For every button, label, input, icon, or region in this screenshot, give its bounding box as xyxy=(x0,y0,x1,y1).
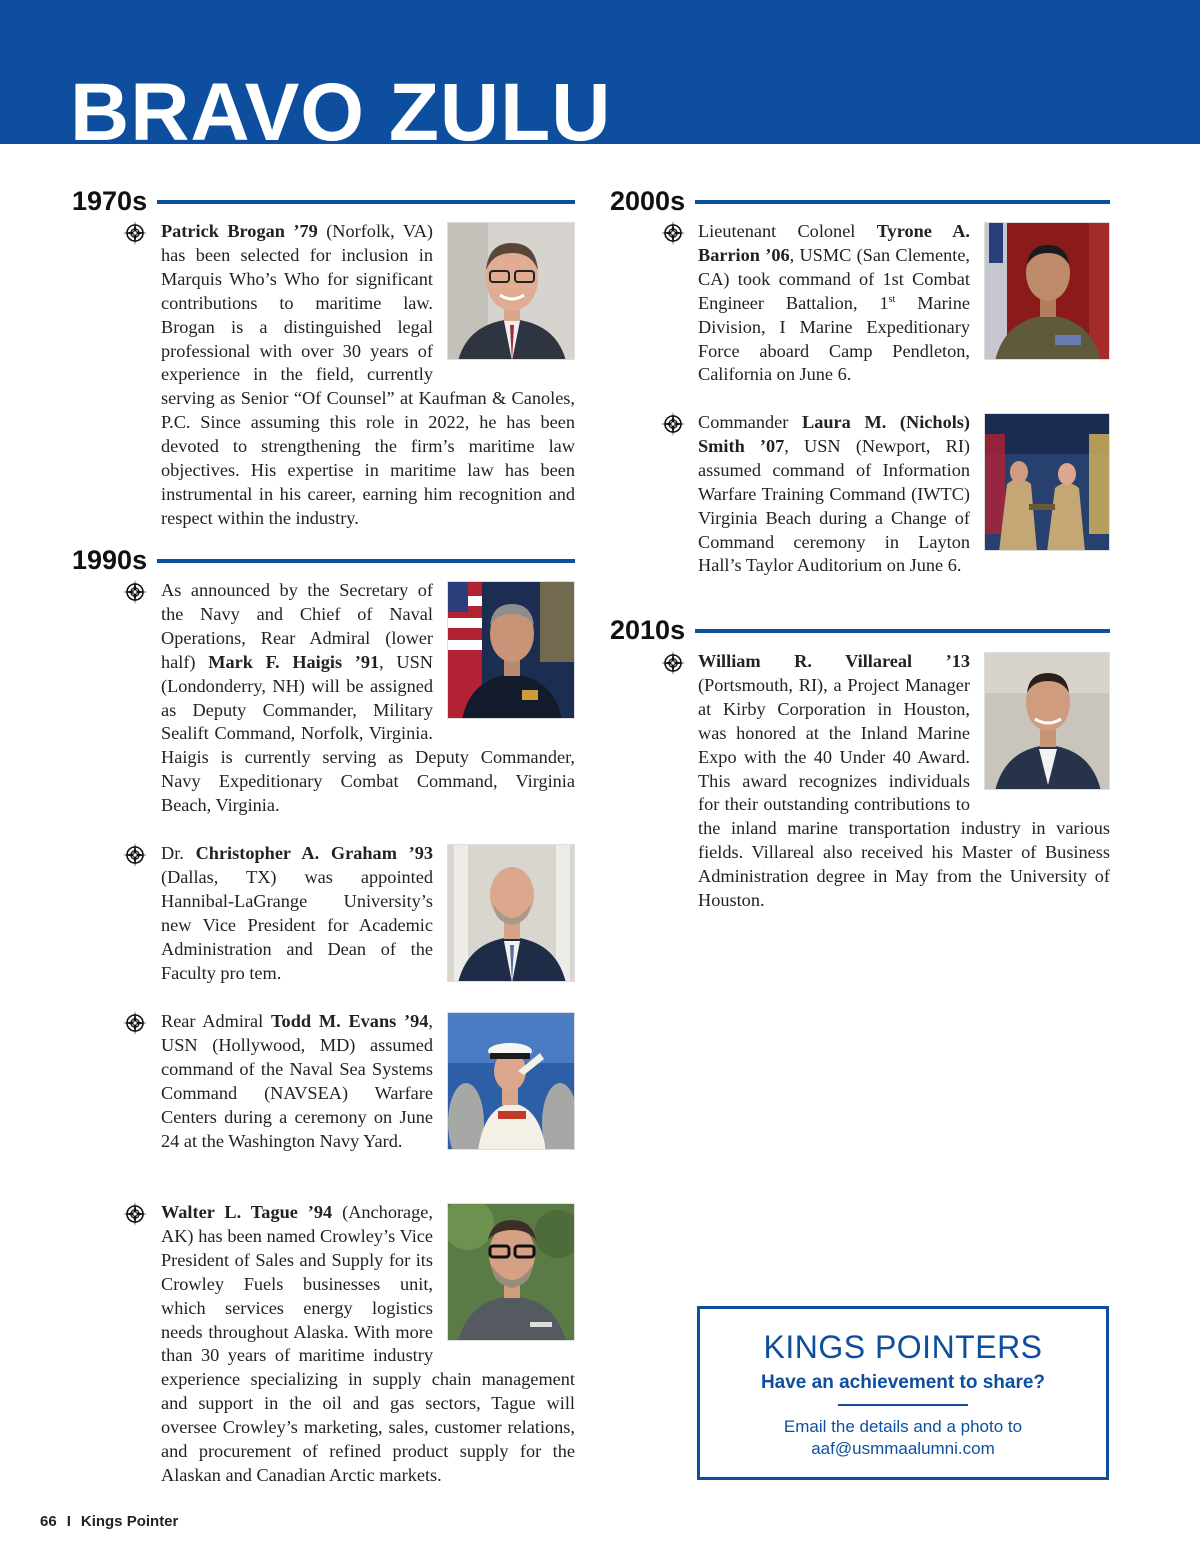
compass-icon xyxy=(660,650,686,676)
person-name: Todd M. Evans ’94 xyxy=(271,1011,429,1031)
portrait-photo xyxy=(447,222,575,360)
decade-rule xyxy=(695,629,1110,633)
entry-text: (Portsmouth, RI), a Project Manager at Kirby Corporation in Houston, was honored at the Inland Marine Expo with the 40 Under 40 Award. This award recognizes individuals for their outstanding contributions to the inland marine transportation industry in various fields. Villareal also received his Master of Business Administration degree in May from the University of Houston. xyxy=(698,674,1110,911)
entry-tague xyxy=(161,1201,575,1488)
compass-icon xyxy=(660,411,686,437)
entry-text-pre: As announced by the Secretary of the Navy and Chief of Naval Operations, Rear Admiral (lower half) xyxy=(161,580,433,672)
entry-text: , USN (Newport, RI) assumed command of Information Warfare Training Command (IWTC) Virginia Beach during a Change of Command ceremony in Layton Hall’s Taylor Auditorium on June 6. xyxy=(698,435,970,576)
decade-label: 1970s xyxy=(72,186,148,216)
portrait-photo xyxy=(984,652,1110,790)
person-name: Walter L. Tague ’94 xyxy=(161,1202,333,1222)
decade-heading-2000s xyxy=(610,186,1110,217)
decade-label: 1990s xyxy=(72,545,148,575)
compass-icon xyxy=(122,220,148,246)
entry-text: (Dallas, TX) was appointed Hannibal-LaGrange University’s new Vice President for Academic Administration and Dean of the Faculty pro tem. xyxy=(161,866,433,983)
decade-rule xyxy=(157,559,575,563)
entry-text: , USN (Londonderry, NH) will be assigned as Deputy Commander, Military Sealift Command, Norfolk, Virginia. Haigis is currently serving as Deputy Commander, Navy Expeditionary Combat Command, Virginia Beach, Virginia. xyxy=(161,651,575,816)
portrait-photo xyxy=(447,1012,575,1150)
decade-rule xyxy=(157,200,575,204)
callout-divider xyxy=(838,1404,968,1406)
compass-icon xyxy=(660,220,686,246)
decade-label: 2000s xyxy=(610,186,686,216)
entry-text-pre: Rear Admiral xyxy=(161,1011,272,1031)
entry-evans xyxy=(161,1010,575,1156)
entry-brogan xyxy=(161,220,575,531)
person-name: Christopher A. Graham ’93 xyxy=(195,843,434,863)
entry-text-pre: Lieutenant Colonel xyxy=(698,221,877,241)
portrait-photo xyxy=(447,844,575,982)
page-footer xyxy=(40,1513,178,1530)
submission-callout xyxy=(697,1306,1109,1480)
entry-text: , USMC (San Clemente, CA) took command of 1st Combat Engineer Battalion, 1 xyxy=(698,244,970,313)
portrait-photo xyxy=(447,581,575,719)
entry-smith xyxy=(698,411,1110,578)
entry-text: (Norfolk, VA) has been selected for inclusion in Marquis Who’s Who for significant contributions to maritime law. Brogan is a distinguished legal professional with over 30 years of experience in the field, currently serving as Senior “Of Counsel” at Kaufman & Canoles, P.C. Since assuming this role in 2022, he has been devoted to strengthening the firm’s maritime law objectives. His expertise in maritime law has been instrumental in his career, earning him recognition and respect within the industry. xyxy=(161,221,575,528)
portrait-photo xyxy=(984,222,1110,360)
entry-text-cont: Marine Division, I Marine Expeditionary Force aboard Camp Pendleton, California on June 6. xyxy=(698,292,970,385)
entry-graham xyxy=(161,842,575,988)
page-title: BRAVO ZULU xyxy=(70,67,612,144)
callout-email-link[interactable]: aaf@usmmaalumni.com xyxy=(811,1439,995,1458)
entry-villareal xyxy=(698,650,1110,913)
entry-haigis xyxy=(161,579,575,818)
person-name: Mark F. Haigis ’91 xyxy=(208,651,380,672)
entry-text: , USN (Hollywood, MD) assumed command of the Naval Sea Systems Command (NAVSEA) Warfare Centers during a ceremony on June 24 at the Washington Navy Yard. xyxy=(161,1011,433,1151)
entry-barrion xyxy=(698,220,1110,387)
entry-text-pre: Commander xyxy=(698,412,803,432)
decade-heading-2010s xyxy=(610,615,1110,646)
decade-heading-1970s xyxy=(72,186,575,217)
compass-icon xyxy=(122,579,148,605)
entry-text: (Anchorage, AK) has been named Crowley’s Vice President of Sales and Supply for its Crowley Fuels businesses unit, which services energy logistics needs throughout Alaska. With more than 30 years of maritime industry experience specializing in supply chain management and support in the oil and gas sectors, Tague will oversee Crowley’s marketing, sales, customer relations, and procurement of refined product supply for the Alaskan and Canadian Arctic markets. xyxy=(161,1202,575,1485)
callout-title: KINGS POINTERS xyxy=(763,1329,1043,1365)
portrait-photo xyxy=(447,1203,575,1341)
decade-heading-1990s xyxy=(72,545,575,576)
person-name: Patrick Brogan ’79 xyxy=(161,221,318,241)
compass-icon xyxy=(122,1201,148,1227)
compass-icon xyxy=(122,1010,148,1036)
page-number: 66 xyxy=(40,1513,57,1530)
callout-subtitle: Have an achievement to share? xyxy=(760,1372,1046,1393)
callout-instruction: Email the details and a photo to xyxy=(783,1417,1023,1436)
person-name: William R. Villareal ’13 xyxy=(698,651,970,671)
decade-label: 2010s xyxy=(610,615,686,645)
ceremony-photo xyxy=(984,413,1110,551)
superscript: st xyxy=(888,293,896,305)
footer-separator: I xyxy=(66,1513,71,1530)
decade-rule xyxy=(695,200,1110,204)
publication-name: Kings Pointer xyxy=(80,1513,179,1530)
entry-text-pre: Dr. xyxy=(161,843,196,863)
compass-icon xyxy=(122,842,148,868)
header-band xyxy=(0,0,1200,144)
person-name: Laura M. (Nichols) Smith ’07 xyxy=(698,412,970,456)
person-name: Tyrone A. Barrion ’06 xyxy=(698,221,970,265)
